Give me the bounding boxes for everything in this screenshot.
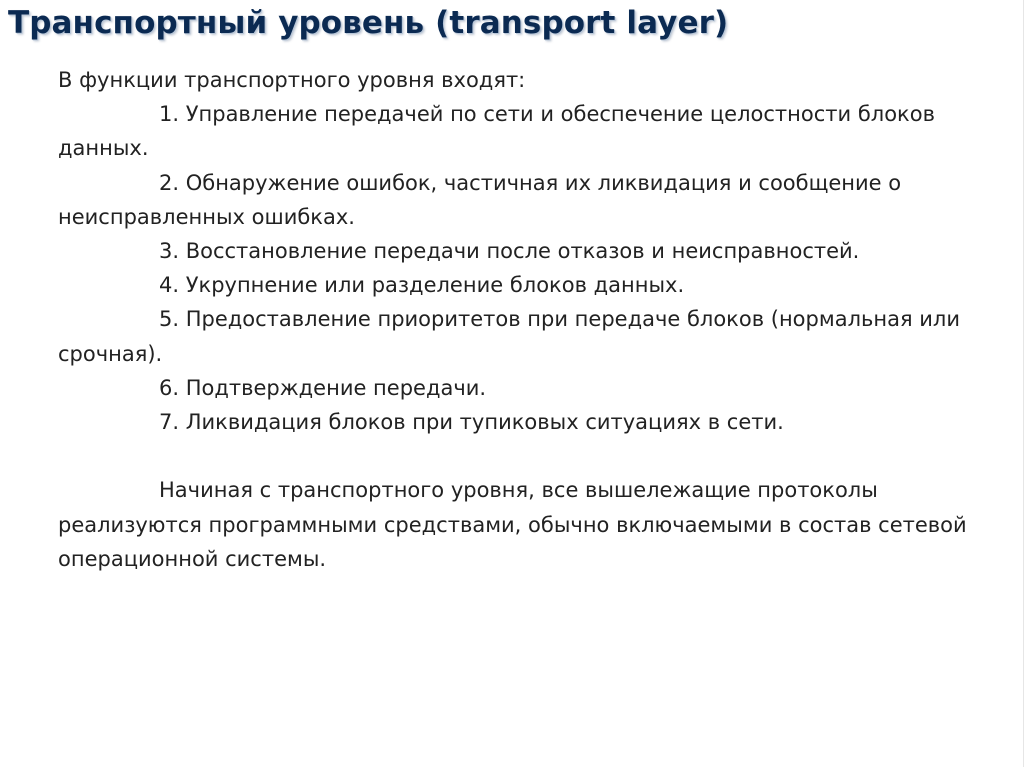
- list-item: 2. Обнаружение ошибок, частичная их ликвидация и сообщение о неисправленных ошибках.: [58, 170, 902, 229]
- slide-title: Транспортный уровень (transport layer): [8, 5, 729, 41]
- list-item: 3. Восстановление передачи после отказов и неисправностей.: [159, 239, 860, 264]
- slide-body: [58, 63, 978, 576]
- list-item: 5. Предоставление приоритетов при передаче блоков (нормальная или срочная).: [58, 307, 960, 366]
- conclusion-text: Начиная с транспортного уровня, все вышележащие протоколы реализуются программными средствами, обычно включаемыми в состав сетевой операционной системы.: [58, 478, 967, 571]
- paragraph-spacer: [58, 439, 978, 473]
- list-item: 7. Ликвидация блоков при тупиковых ситуациях в сети.: [159, 410, 784, 435]
- list-item: 4. Укрупнение или разделение блоков данных.: [159, 273, 685, 298]
- list-item: 1. Управление передачей по сети и обеспечение целостности блоков данных.: [58, 102, 935, 161]
- list-item: 6. Подтверждение передачи.: [159, 375, 487, 400]
- intro-text: В функции транспортного уровня входят:: [58, 68, 526, 92]
